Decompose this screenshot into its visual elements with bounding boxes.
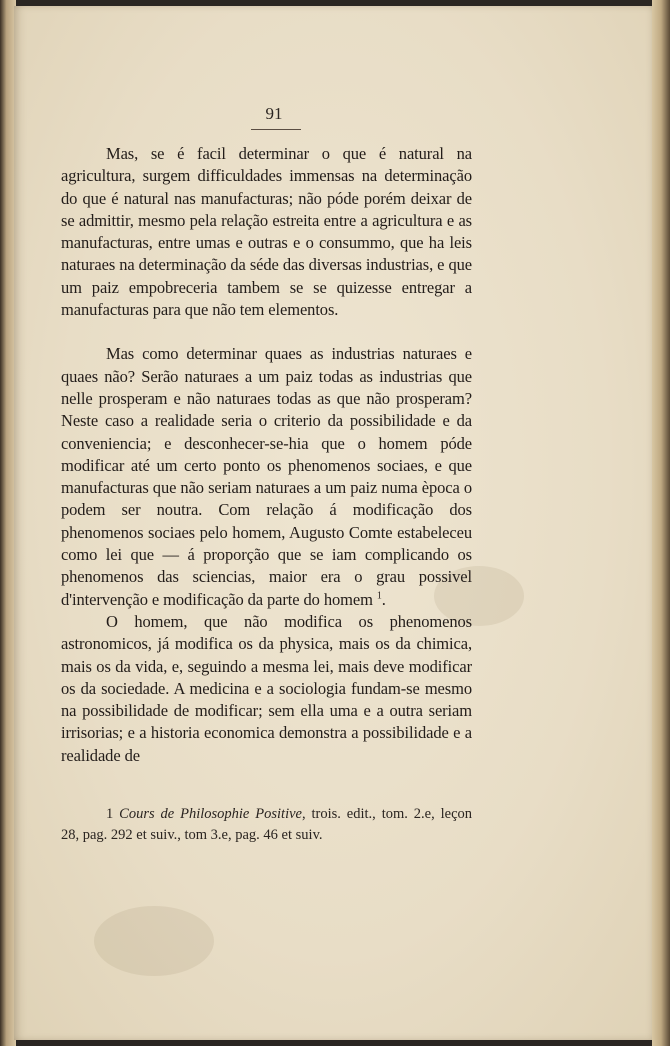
footnote-title: Cours de Philosophie Positive bbox=[119, 806, 302, 822]
page-number: 91 bbox=[265, 104, 283, 123]
footnote-reference: 1 bbox=[376, 590, 382, 602]
footnote bbox=[61, 804, 472, 845]
paper-stain bbox=[94, 906, 214, 976]
footnote-line bbox=[61, 804, 472, 845]
paragraph-text: Mas como determinar quaes as industrias naturaes e quaes não? Serão naturaes a um paiz todas as industrias que nelle prosperam e não naturaes todas as que não prosperam? Neste caso a realidade seria o criterio da possibilidade e da conveniencia; e desconhecer-se-hia que o homem póde modificar até um certo ponto os phenomenos sociaes, e que manufacturas que não seriam naturaes a um paiz numa època o podem ser noutra. Com relação á modificação dos phenomenos sociaes pelo homem, Augusto Comte estabeleceu como lei que — á proporção que se iam complicando os phenomenos das sciencias, maior era o grau possivel d'intervenção e modificação da parte do homem bbox=[61, 344, 472, 609]
paragraph bbox=[61, 611, 472, 767]
footnote-text: , trois. edit., tom. 2.e, leçon 28, pag. 292 et suiv., tom 3.e, pag. 46 et suiv. bbox=[61, 806, 473, 843]
paragraph-text: Mas, se é facil determinar o que é natural na agricultura, surgem difficuldades immensas na determinação do que é natural nas manufacturas; não póde porém deixar de se admittir, mesmo pela relação estreita entre a agricultura e as manufacturas, entre umas e outras e o consummo, que ha leis naturaes na determinação da séde das diversas industrias, e que um paiz empobreceria tambem se se quizesse entregar a manufacturas para que não tem elementos. bbox=[61, 144, 472, 320]
footnote-marker: 1 bbox=[106, 806, 114, 822]
page-number-rule bbox=[251, 129, 301, 130]
body-text bbox=[61, 143, 472, 767]
paragraph-text: O homem, que não modifica os phenomenos astronomicos, já modifica os da physica, mais os da chimica, mais os da vida, e, seguindo a mesma lei, mais deve modificar os da sociedade. A medicina e a sociologia fundam-se mesmo na possibilidade de modificar; sem ella uma e a outra seriam irrisorias; e a historia economica demonstra a possibilidade e a realidade de bbox=[61, 611, 472, 765]
paragraph: Mas como determinar quaes as industrias naturaes e quaes não? Serão naturaes a um paiz todas as industrias que nelle prosperam e não naturaes todas as que não prosperam? Neste caso a realidade seria o criterio da possibilidade e da conveniencia; e desconhecer-se-hia que o homem póde modificar até um certo ponto os phenomenos sociaes, e que manufacturas que não seriam naturaes a um paiz numa època o podem ser noutra. Com relação á modificação dos phenomenos sociaes pelo homem, Augusto Comte estabeleceu como lei que — á proporção que se iam complicando os phenomenos das sciencias, maior era o grau possivel d'intervenção e modificação da parte do homem $^1$. bbox=[61, 344, 472, 609]
paragraph bbox=[61, 143, 472, 321]
right-page-edge bbox=[652, 0, 670, 1046]
